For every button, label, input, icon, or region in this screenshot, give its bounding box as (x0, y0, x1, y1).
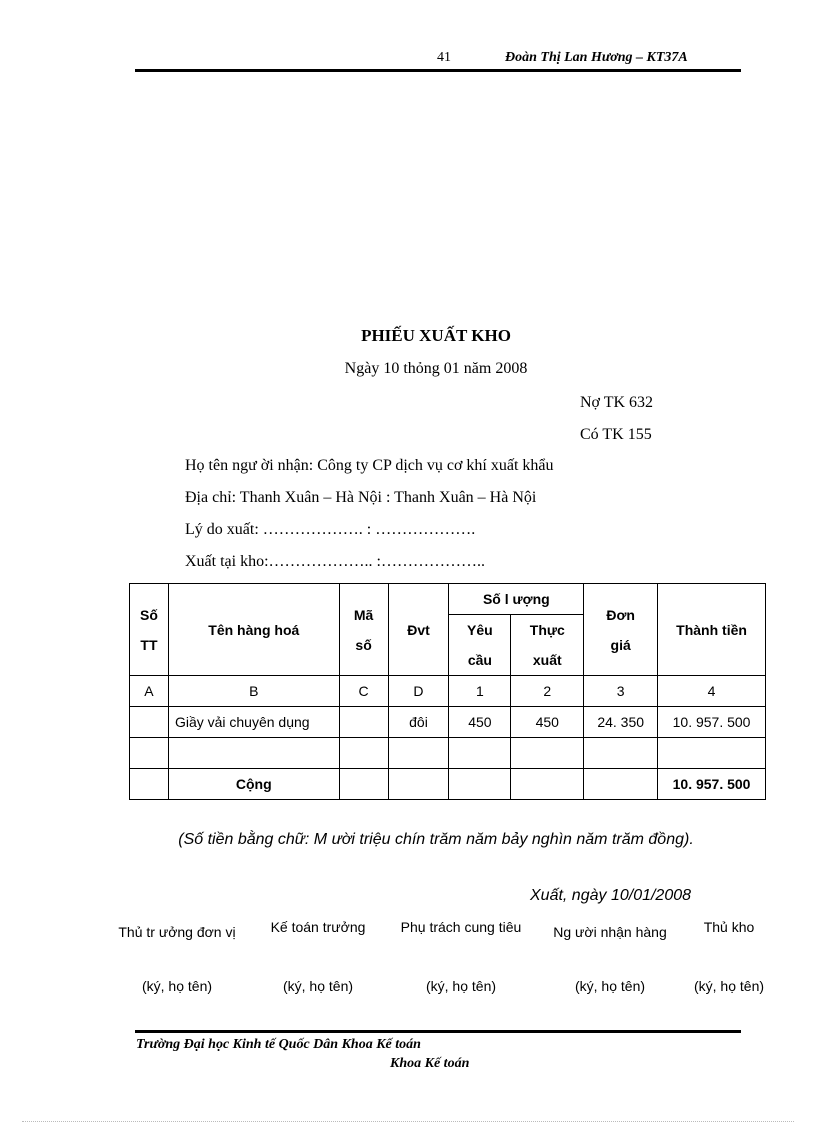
amount-in-words: (Số tiền bằng chữ: M ười triệu chín trăm năm bảy nghìn năm trăm đồng). (178, 831, 694, 848)
recipient-line: Họ tên ngư ời nhận: Công ty CP dịch vụ cơ khí xuất khẩu (185, 457, 554, 474)
address-line: Địa chỉ: Thanh Xuân – Hà Nội : Thanh Xuân – Hà Nội (185, 489, 537, 506)
header-name: Tên hàng hoá (168, 584, 339, 676)
signature-title-storekeeper: Thủ kho (703, 919, 755, 935)
signature-note: (ký, họ tên) (574, 978, 646, 994)
header-quantity: Số l ượng (449, 584, 584, 615)
row-amount: 10. 957. 500 (658, 707, 766, 738)
signature-title-supply: Phụ trách cung tiêu (400, 919, 522, 935)
header-actual: Thực xuất (511, 615, 584, 676)
table-row (130, 707, 766, 738)
row-name: Giầy vải chuyên dụng (168, 707, 339, 738)
code-cell: 1 (449, 676, 511, 707)
code-cell: B (168, 676, 339, 707)
signature-note: (ký, họ tên) (282, 978, 354, 994)
signature-title-receiver: Ng ười nhận hàng (553, 924, 667, 940)
page-number: 41 (437, 50, 451, 65)
document-date: Ngày 10 thỏng 01 năm 2008 (344, 360, 528, 377)
credit-account: Có TK 155 (580, 426, 652, 443)
header-requested: Yêu cầu (449, 615, 511, 676)
code-cell: 3 (584, 676, 658, 707)
debit-account: Nợ TK 632 (580, 394, 654, 411)
goods-table (129, 583, 766, 800)
row-actual: 450 (511, 707, 584, 738)
place-date: Xuất, ngày 10/01/2008 (530, 887, 692, 904)
row-stt (130, 707, 169, 738)
row-unit: đôi (388, 707, 449, 738)
header-unit: Đvt (388, 584, 449, 676)
warehouse-line: Xuất tại kho:……………….. :……………….. (185, 553, 485, 570)
footer-line-1: Trường Đại học Kinh tế Quốc Dân Khoa Kế toán (136, 1037, 421, 1052)
reason-line: Lý do xuất: ………………. : ………………. (185, 521, 476, 538)
footer-rule (135, 1030, 741, 1033)
header-code: Mã số (339, 584, 388, 676)
code-cell: C (339, 676, 388, 707)
code-cell: A (130, 676, 169, 707)
header-rule (135, 69, 741, 72)
page-edge-dots (22, 1121, 794, 1122)
footer-line-2: Khoa Kế toán (390, 1056, 470, 1071)
empty-row (130, 738, 766, 769)
author-header: Đoàn Thị Lan Hương – KT37A (505, 50, 688, 65)
signature-note: (ký, họ tên) (425, 978, 497, 994)
signature-note: (ký, họ tên) (141, 978, 213, 994)
header-amount: Thành tiền (658, 584, 766, 676)
header-price: Đơn giá (584, 584, 658, 676)
code-cell: 2 (511, 676, 584, 707)
row-code (339, 707, 388, 738)
row-price: 24. 350 (584, 707, 658, 738)
total-amount: 10. 957. 500 (658, 769, 766, 800)
code-cell: 4 (658, 676, 766, 707)
total-label: Cộng (168, 769, 339, 800)
total-row (130, 769, 766, 800)
document-title: PHIẾU XUẤT KHO (361, 326, 511, 345)
signature-note: (ký, họ tên) (693, 978, 765, 994)
row-requested: 450 (449, 707, 511, 738)
signature-title-accountant: Kế toán trưởng (270, 919, 366, 935)
signature-title-director: Thủ tr ưởng đơn vị (118, 924, 236, 940)
header-stt: Số TT (130, 584, 169, 676)
code-cell: D (388, 676, 449, 707)
